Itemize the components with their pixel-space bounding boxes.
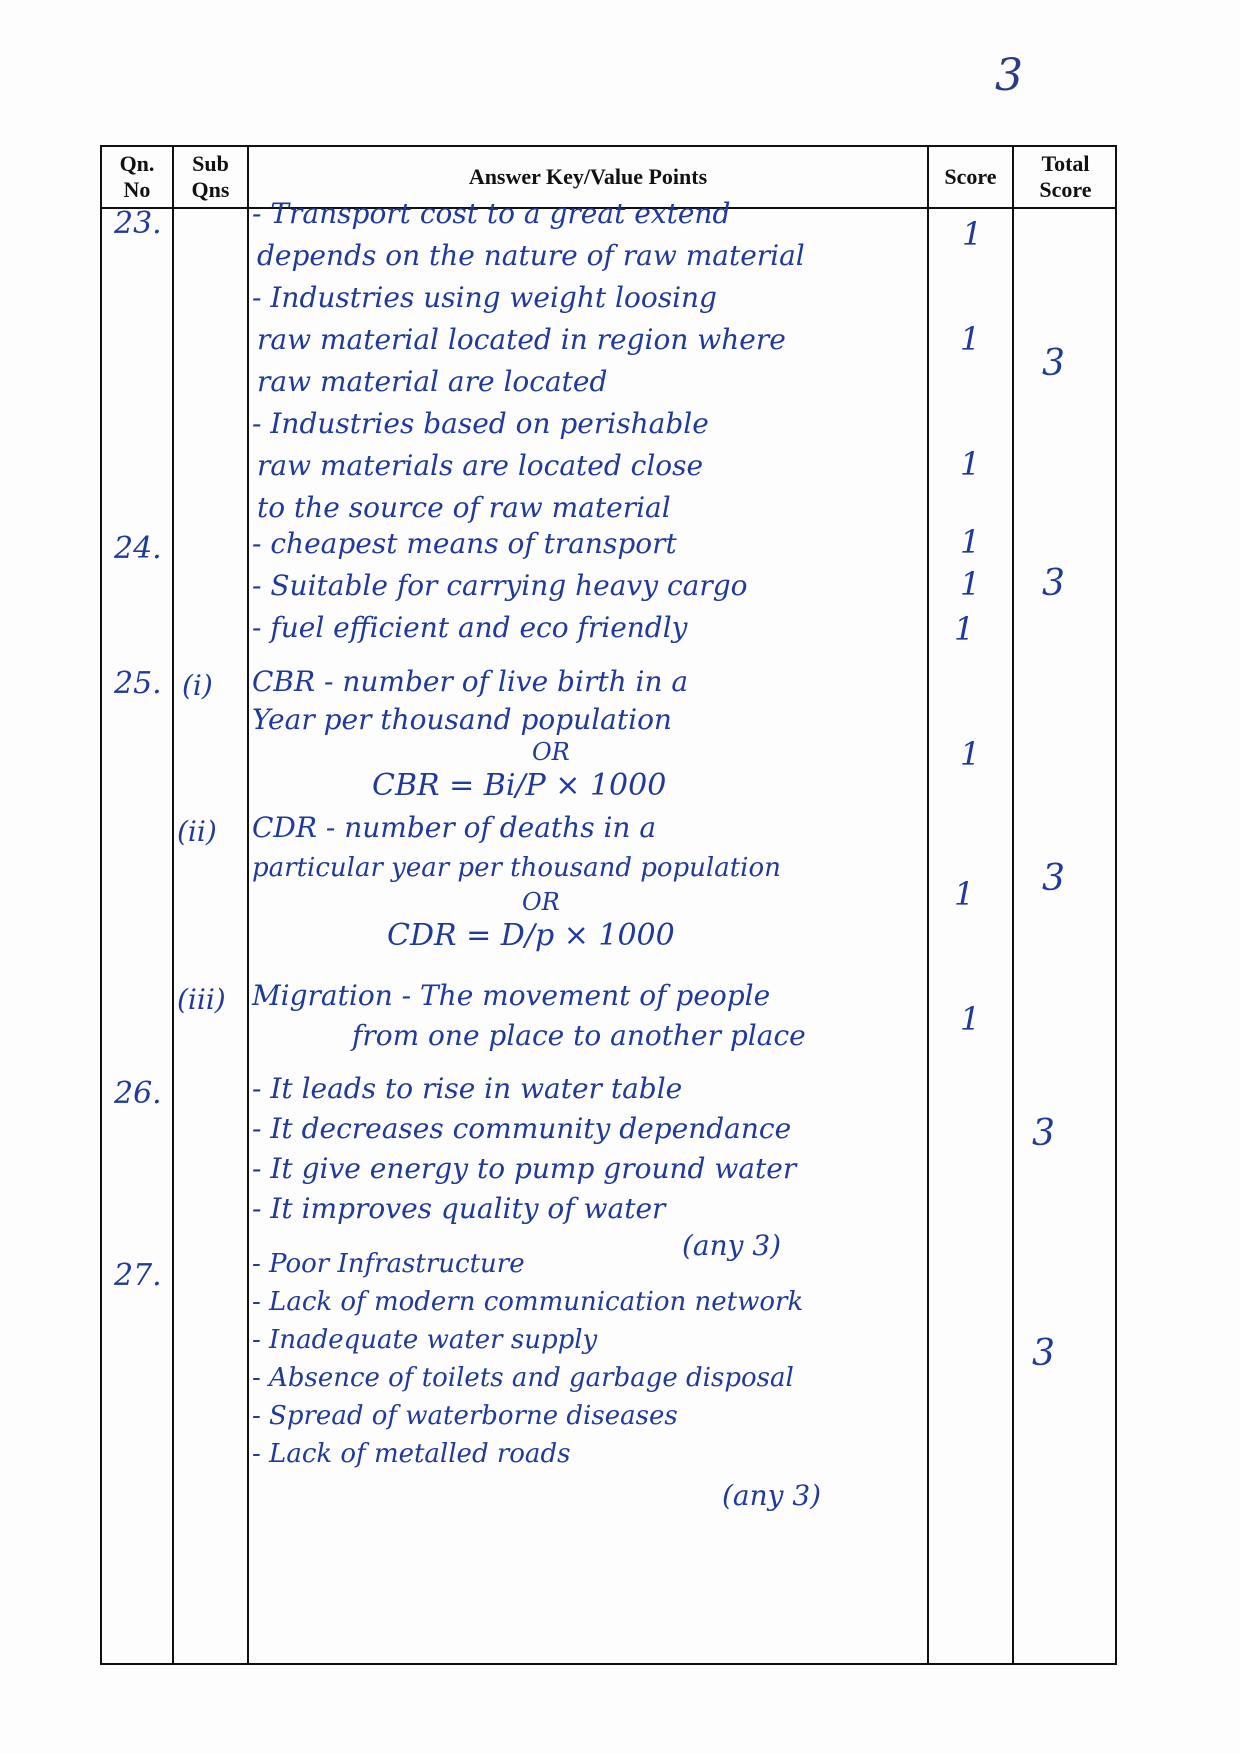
score-mark: 1 [962, 215, 983, 253]
score-mark: 1 [960, 735, 981, 773]
column-divider [247, 147, 249, 1663]
answer-line: from one place to another place [352, 1019, 806, 1052]
answer-or: OR [522, 888, 560, 916]
question-number: 24. [114, 531, 162, 566]
header-qno: Qn. No [119, 151, 155, 202]
answer-or: OR [532, 738, 570, 766]
any-three-note: (any 3) [682, 1229, 782, 1262]
answer-line: - Absence of toilets and garbage disposal [252, 1363, 794, 1393]
answer-line: - It leads to rise in water table [252, 1072, 683, 1105]
answer-line: - Transport cost to a great extend [252, 197, 731, 230]
total-score: 3 [1042, 858, 1065, 899]
answer-line: - Spread of waterborne diseases [252, 1401, 678, 1431]
score-mark: 1 [960, 445, 981, 483]
total-score: 3 [1032, 1333, 1055, 1374]
column-divider [1012, 147, 1014, 1663]
answer-line: CDR - number of deaths in a [252, 811, 657, 844]
answer-line: - Lack of metalled roads [252, 1439, 571, 1469]
header-total-score: Total Score [1039, 151, 1092, 202]
answer-line: - It improves quality of water [252, 1192, 666, 1225]
answer-line: - Suitable for carrying heavy cargo [252, 569, 748, 602]
sub-question-label: (iii) [177, 983, 226, 1016]
formula-cbr: CBR = Bi/P × 1000 [372, 768, 667, 803]
any-three-note: (any 3) [722, 1479, 822, 1512]
answer-line: Migration - The movement of people [252, 979, 771, 1012]
score-mark: 1 [960, 1000, 981, 1038]
sub-question-label: (ii) [177, 815, 217, 848]
answer-line: - fuel efficient and eco friendly [252, 611, 688, 644]
answer-line: - cheapest means of transport [252, 527, 677, 560]
total-score: 3 [1042, 343, 1065, 384]
total-score: 3 [1032, 1113, 1055, 1154]
column-divider [172, 147, 174, 1663]
answer-line: particular year per thousand population [252, 853, 781, 883]
header-score: Score [944, 164, 997, 189]
answer-line: - Industries based on perishable [252, 407, 709, 440]
answer-line: - Lack of modern communication network [252, 1287, 804, 1317]
answer-line: raw material located in region where [257, 323, 786, 356]
question-number: 27. [114, 1258, 162, 1293]
score-mark: 1 [954, 875, 975, 913]
sub-question-label: (i) [182, 669, 213, 702]
score-mark: 1 [960, 523, 981, 561]
answer-line: - It decreases community dependance [252, 1112, 792, 1145]
column-divider [927, 147, 929, 1663]
header-answer-key: Answer Key/Value Points [468, 164, 708, 189]
score-mark: 1 [960, 320, 981, 358]
answer-line: CBR - number of live birth in a [252, 665, 689, 698]
answer-key-table [100, 145, 1117, 1665]
answer-line: - Industries using weight loosing [252, 281, 717, 314]
question-number: 25. [114, 666, 162, 701]
answer-line: depends on the nature of raw material [257, 239, 805, 272]
total-score: 3 [1042, 563, 1065, 604]
question-number: 26. [114, 1076, 162, 1111]
score-mark: 1 [960, 565, 981, 603]
answer-line: - Inadequate water supply [252, 1325, 598, 1355]
answer-line: raw materials are located close [257, 449, 704, 482]
score-mark: 1 [954, 610, 975, 648]
answer-line: to the source of raw material [257, 491, 671, 524]
formula-cdr: CDR = D/p × 1000 [387, 918, 675, 953]
header-sub-qns: Sub Qns [191, 151, 230, 202]
answer-line: raw material are located [257, 365, 608, 398]
page-number: 3 [995, 50, 1023, 101]
question-number: 23. [114, 206, 162, 241]
answer-line: - It give energy to pump ground water [252, 1152, 797, 1185]
answer-line: Year per thousand population [252, 703, 672, 736]
answer-line: - Poor Infrastructure [252, 1249, 525, 1279]
